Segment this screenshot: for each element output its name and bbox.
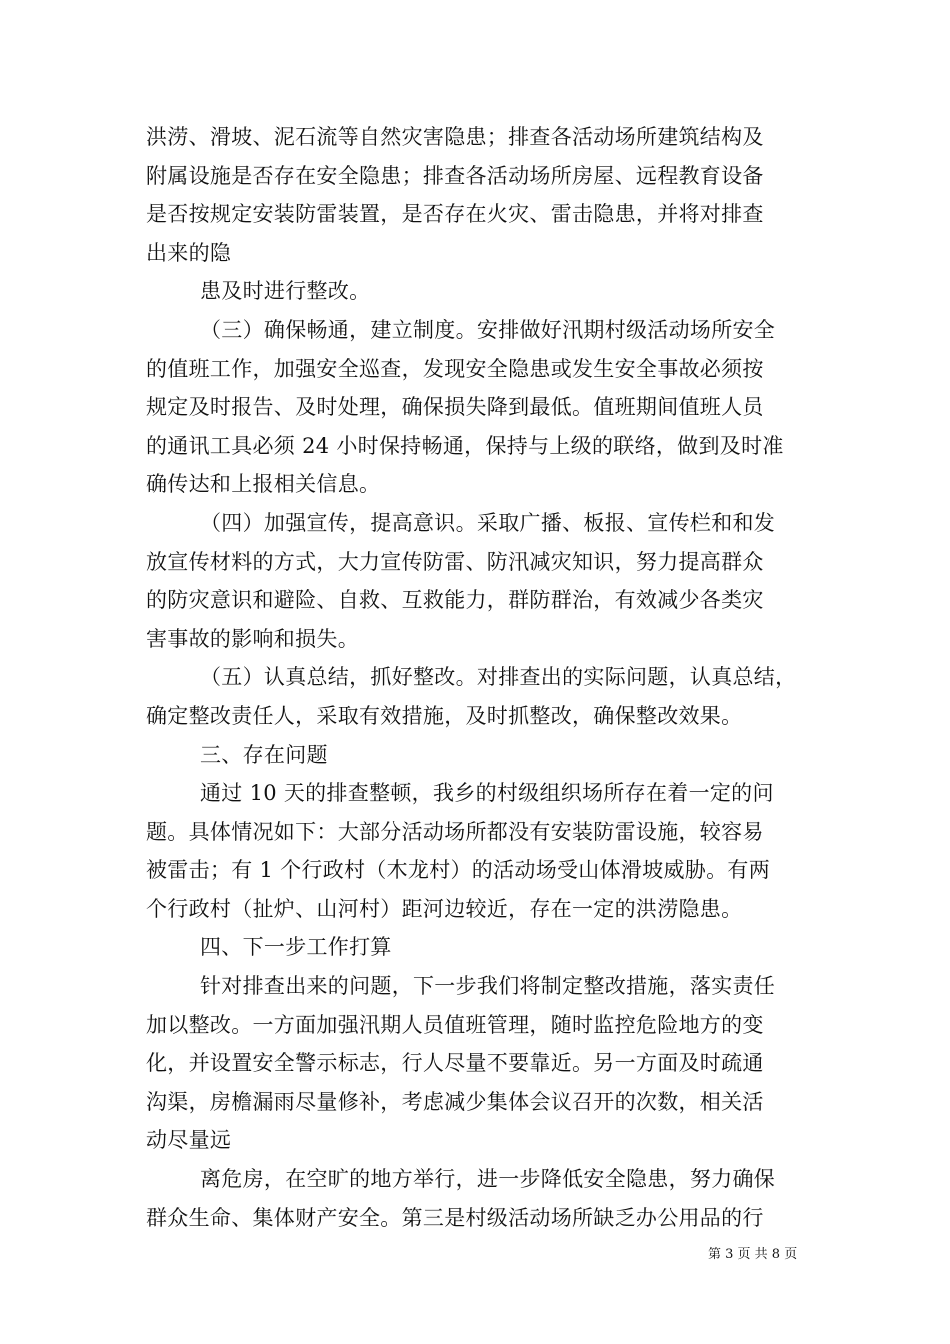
- text-line: 的值班工作，加强安全巡查，发现安全隐患或发生安全事故必须按: [146, 356, 764, 381]
- text-line: （三）确保畅通，建立制度。安排做好汛期村级活动场所安全: [200, 317, 776, 342]
- text-line: 三、存在问题: [200, 742, 328, 767]
- page-number: 第 3 页 共 8 页: [708, 1247, 798, 1262]
- text-line: 离危房，在空旷的地方举行，进一步降低安全隐患，努力确保: [200, 1167, 776, 1192]
- text-line: （五）认真总结，抓好整改。对排查出的实际问题，认真总结，: [200, 665, 797, 690]
- text-line: 加以整改。一方面加强汛期人员值班管理，随时监控危险地方的变: [146, 1012, 764, 1037]
- text-line: 个行政村（扯炉、山河村）距河边较近，存在一定的洪涝隐患。: [146, 896, 743, 921]
- text-line: 确传达和上报相关信息。: [146, 472, 381, 497]
- text-line: 的通讯工具必须 24 小时保持畅通，保持与上级的联络，做到及时准: [146, 433, 784, 458]
- text-line: 通过 10 天的排查整顿，我乡的村级组织场所存在着一定的问: [200, 781, 774, 806]
- text-line: 放宣传材料的方式，大力宣传防雷、防汛减灾知识，努力提高群众: [146, 549, 764, 574]
- text-line: 化，并设置安全警示标志，行人尽量不要靠近。另一方面及时疏通: [146, 1051, 764, 1076]
- text-line: 洪涝、滑坡、泥石流等自然灾害隐患；排查各活动场所建筑结构及: [146, 125, 764, 149]
- text-line: 动尽量远: [146, 1128, 232, 1153]
- text-line: 题。具体情况如下：大部分活动场所都没有安装防雷设施，较容易: [146, 819, 764, 844]
- text-line: 附属设施是否存在安全隐患；排查各活动场所房屋、远程教育设备: [146, 163, 764, 188]
- text-line: 害事故的影响和损失。: [146, 626, 359, 651]
- text-line: 被雷击；有 1 个行政村（木龙村）的活动场受山体滑坡威胁。有两: [146, 858, 771, 883]
- text-line: 沟渠，房檐漏雨尽量修补，考虑减少集体会议召开的次数，相关活: [146, 1089, 764, 1114]
- text-line: 确定整改责任人，采取有效措施，及时抓整改，确保整改效果。: [146, 703, 743, 728]
- text-line: 出来的隐: [146, 240, 232, 265]
- text-line: 的防灾意识和避险、自救、互救能力，群防群治，有效减少各类灾: [146, 588, 764, 613]
- text-line: 针对排查出来的问题，下一步我们将制定整改措施，落实责任: [200, 974, 776, 999]
- text-line: 群众生命、集体财产安全。第三是村级活动场所缺乏办公用品的行: [146, 1205, 764, 1230]
- text-line: 规定及时报告、及时处理，确保损失降到最低。值班期间值班人员: [146, 395, 764, 420]
- text-line: 四、下一步工作打算: [200, 935, 392, 960]
- text-line: 是否按规定安装防雷装置，是否存在火灾、雷击隐患，并将对排查: [146, 202, 764, 227]
- text-line: 患及时进行整改。: [200, 279, 371, 304]
- text-line: （四）加强宣传，提高意识。采取广播、板报、宣传栏和和发: [200, 510, 776, 535]
- body-text: [146, 118, 814, 1237]
